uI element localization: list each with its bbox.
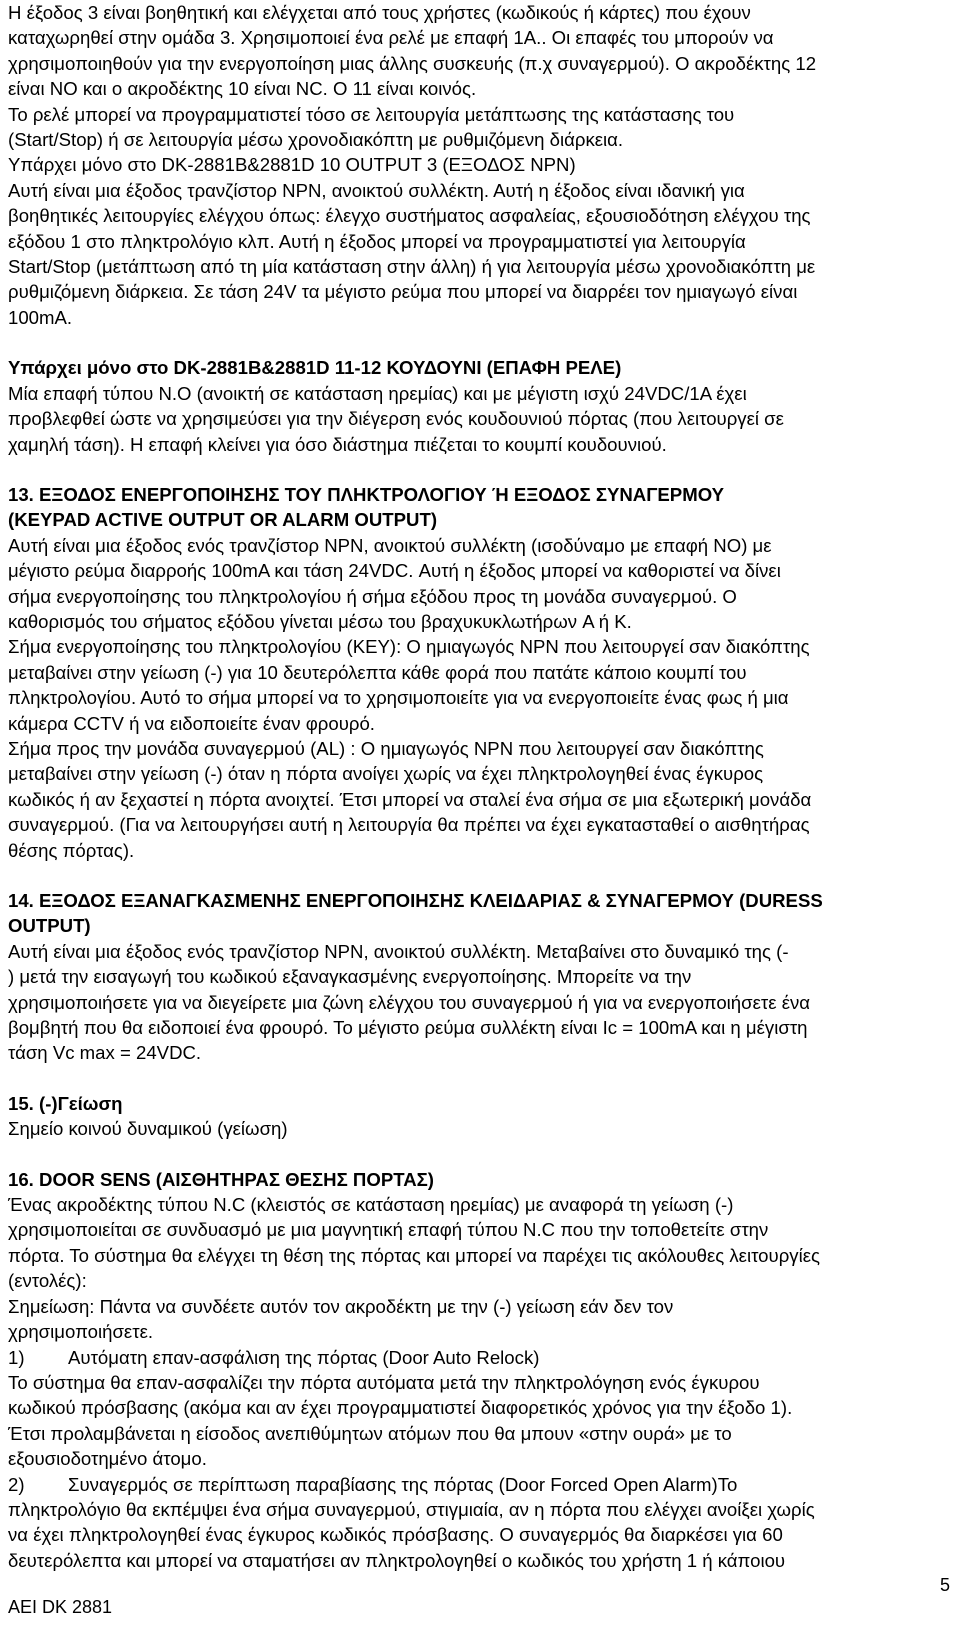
text-line: Σήμα προς την μονάδα συναγερμού (AL) : Ο ημιαγωγός NPN που λειτουργεί σαν διακόπτης (8, 737, 764, 759)
text-line: προβλεφθεί ώστε να χρησιμεύσει για την διέγερση ενός κουδουνιού πόρτας (που λειτουργεί σε (8, 408, 784, 430)
text-line: Υπάρχει μόνο στο DK-2881B&2881D 10 OUTPUT 3 (ΕΞΟΔΟΣ NPN) (8, 154, 576, 176)
section-14 (8, 888, 952, 1066)
text-line: καταχωρηθεί στην ομάδα 3. Χρησιμοποιεί ένα ρελέ με επαφή 1Α.. Οι επαφές του μπορούν να (8, 27, 774, 49)
document-page (8, 0, 952, 1573)
text-line: θέσης πόρτας). (8, 839, 135, 861)
section-13 (8, 482, 952, 863)
spacer (8, 1142, 952, 1167)
text-line: Μία επαφή τύπου N.O (ανοικτή σε κατάσταση ηρεμίας) και με μέγιστη ισχύ 24VDC/1A έχει (8, 382, 747, 404)
section-heading: 15. (-)Γείωση (8, 1092, 123, 1114)
spacer (8, 1066, 952, 1091)
spacer (8, 457, 952, 482)
text-line: μεταβαίνει στην γείωση (-) όταν η πόρτα ανοίγει χωρίς να έχει πληκτρολογηθεί ένας έγκυρος (8, 763, 764, 785)
text-line: χρησιμοποιείται σε συνδυασμό με μια μαγνητική επαφή τύπου N.C που την τοποθετείτε στην (8, 1219, 769, 1241)
list-number: 2) (8, 1473, 25, 1495)
text-line: μεταβαίνει στην γείωση (-) για 10 δευτερόλεπτα κάθε φορά που πατάτε κάποιο κουμπί του (8, 661, 747, 683)
section-15 (8, 1091, 952, 1142)
text-line: εξουσιοδοτημένο άτομο. (8, 1448, 207, 1470)
text-line: εξόδου 1 στο πληκτρολόγιο κλπ. Αυτή η έξοδος μπορεί να προγραμματιστεί για λειτουργία (8, 230, 746, 252)
section-heading: (KEYPAD ACTIVE OUTPUT OR ALARM OUTPUT) (8, 509, 438, 531)
text-line: Αυτή είναι μια έξοδος ενός τρανζίστορ NPN, ανοικτού συλλέκτη. Μεταβαίνει στο δυναμικό της (- (8, 940, 789, 962)
spacer (8, 863, 952, 888)
text-line: βοηθητικές λειτουργίες ελέγχου όπως: έλεγχο συστήματος ασφαλείας, εξουσιοδότηση ελέγχου της (8, 205, 811, 227)
text-line: είναι NO και ο ακροδέκτης 10 είναι NC. O 11 είναι κοινός. (8, 78, 477, 100)
text-line: κωδικός ή αν ξεχαστεί η πόρτα ανοιχτεί. Έτσι μπορεί να σταλεί ένα σήμα σε μια εξωτερική μονάδα (8, 788, 812, 810)
text-line: Το ρελέ μπορεί να προγραμματιστεί τόσο σε λειτουργία μετάπτωσης της κατάστασης του (8, 103, 735, 125)
text-line: σήμα ενεργοποίησης του πληκτρολογίου ή σήμα εξόδου προς τη μονάδα συναγερμού. Ο (8, 585, 737, 607)
list-item-title: Συναγερμός σε περίπτωση παραβίασης της πόρτας (Door Forced Open Alarm)Το (68, 1473, 738, 1495)
text-line: κάμερα CCTV ή να ειδοποιείτε έναν φρουρό. (8, 712, 375, 734)
text-line: ) μετά την εισαγωγή του κωδικού εξαναγκασμένης ενεργοποίησης. Μπορείτε να την (8, 966, 692, 988)
text-line: πόρτα. Το σύστημα θα ελέγχει τη θέση της πόρτας και μπορεί να παρέχει τις ακόλουθες λειτουργίες (8, 1244, 820, 1266)
text-line: πληκτρολογίου. Αυτό το σήμα μπορεί να το χρησιμοποιείτε για να ενεργοποιείτε ένας φως ή μια (8, 687, 789, 709)
text-line: χρησιμοποιήσετε. (8, 1321, 154, 1343)
text-line: (εντολές): (8, 1270, 87, 1292)
spacer (8, 330, 952, 355)
section-heading: OUTPUT) (8, 915, 91, 937)
section-12-continuation (8, 0, 952, 330)
list-item (8, 1472, 952, 1497)
footer-doc-label: AEI DK 2881 (8, 1597, 113, 1617)
text-line: ρυθμιζόμενη διάρκεια. Σε τάση 24V τα μέγιστο ρεύμα που μπορεί να διαρρέει τον ημιαγωγό είναι (8, 281, 798, 303)
section-16 (8, 1167, 952, 1574)
section-heading: 16. DOOR SENS (ΑΙΣΘΗΤΗΡΑΣ ΘΕΣΗΣ ΠΟΡΤΑΣ) (8, 1168, 434, 1190)
text-line: χαμηλή τάση). Η επαφή κλείνει για όσο διάστημα πιέζεται το κουμπί κουδουνιού. (8, 433, 667, 455)
text-line: χρησιμοποιήσετε για να διεγείρετε μια ζώνη ελέγχου του συναγερμού ή για να ενεργοποιήσετε ένα (8, 991, 811, 1013)
text-line: πληκτρολόγιο θα εκπέμψει ένα σήμα συναγερμού, στιγμιαία, αν η πόρτα που ελέγχει ανοίξει χωρίς (8, 1498, 815, 1520)
text-line: καθορισμός του σήματος εξόδου γίνεται μέσω του βραχυκυκλωτήρων A ή K. (8, 610, 632, 632)
text-line: Το σύστημα θα επαν-ασφαλίζει την πόρτα αυτόματα μετά την πληκτρολόγηση ενός έγκυρου (8, 1371, 760, 1393)
text-line: μέγιστο ρεύμα διαρροής 100mA και τάση 24VDC. Αυτή η έξοδος μπορεί να καθοριστεί να δίνει (8, 560, 781, 582)
list-item-title: Αυτόματη επαν-ασφάλιση της πόρτας (Door Auto Relock) (68, 1346, 540, 1368)
text-line: Σημείωση: Πάντα να συνδέετε αυτόν τον ακροδέκτη με την (-) γείωση εάν δεν τον (8, 1295, 674, 1317)
section-heading: 13. ΕΞΟΔΟΣ ΕΝΕΡΓΟΠΟΙΗΣΗΣ ΤΟΥ ΠΛΗΚΤΡΟΛΟΓΙΟΥ Ή ΕΞΟΔΟΣ ΣΥΝΑΓΕΡΜΟΥ (8, 483, 725, 505)
text-line: χρησιμοποιηθούν για την ενεργοποίηση μιας άλλης συσκευής (π.χ συναγερμού). Ο ακροδέκτης 12 (8, 52, 817, 74)
text-line: Αυτή είναι μια έξοδος τρανζίστορ NPN, ανοικτού συλλέκτη. Αυτή η έξοδος είναι ιδανική για (8, 179, 745, 201)
text-line: Start/Stop (μετάπτωση από τη μία κατάσταση στην άλλη) ή για λειτουργία μέσω χρονοδιακόπτη με (8, 256, 816, 278)
text-line: να έχει πληκτρολογηθεί ένας έγκυρος κωδικός πρόσβασης. Ο συναγερμός θα διαρκέσει για 60 (8, 1524, 783, 1546)
text-line: 100mA. (8, 306, 73, 328)
text-line: κωδικού πρόσβασης (ακόμα και αν έχει προγραμματιστεί διαφορετικός χρόνος για την έξοδο 1). (8, 1397, 793, 1419)
text-line: Έτσι προλαμβάνεται η είσοδος ανεπιθύμητων ατόμων που θα μπουν «στην ουρά» με το (8, 1422, 732, 1444)
list-number: 1) (8, 1346, 25, 1368)
section-heading: 14. ΕΞΟΔΟΣ ΕΞΑΝΑΓΚΑΣΜΕΝΗΣ ΕΝΕΡΓΟΠΟΙΗΣΗΣ ΚΛΕΙΔΑΡΙΑΣ & ΣΥΝΑΓΕΡΜΟΥ (DURESS (8, 890, 823, 911)
page-number: 5 (939, 1575, 950, 1595)
text-line: Ένας ακροδέκτης τύπου N.C (κλειστός σε κατάσταση ηρεμίας) με αναφορά τη γείωση (-) (8, 1194, 734, 1216)
text-line: Η έξοδος 3 είναι βοηθητική και ελέγχεται από τους χρήστες (κωδικούς ή κάρτες) που έχουν (8, 2, 751, 23)
text-line: τάση Vc max = 24VDC. (8, 1042, 202, 1064)
text-line: (Start/Stop) ή σε λειτουργία μέσω χρονοδιακόπτη με ρυθμιζόμενη διάρκεια. (8, 129, 624, 151)
text-line: Αυτή είναι μια έξοδος ενός τρανζίστορ NPN, ανοικτού συλλέκτη (ισοδύναμο με επαφή ΝΟ) με (8, 534, 772, 556)
text-line: συναγερμού. (Για να λειτουργήσει αυτή η λειτουργία θα πρέπει να έχει εγκατασταθεί ο αισθητήρας (8, 814, 810, 836)
list-item (8, 1345, 952, 1370)
section-heading: Υπάρχει μόνο στο DK-2881B&2881D 11-12 ΚΟΥΔΟΥΝΙ (ΕΠΑΦΗ ΡΕΛΕ) (8, 357, 622, 379)
text-line: Σημείο κοινού δυναμικού (γείωση) (8, 1118, 288, 1140)
bell-section (8, 355, 952, 457)
text-line: δευτερόλεπτα και μπορεί να σταματήσει αν πληκτρολογηθεί ο κωδικός του χρήστη 1 ή κάποιου (8, 1549, 786, 1571)
text-line: Σήμα ενεργοποίησης του πληκτρολογίου (KEY): Ο ημιαγωγός NPN που λειτουργεί σαν διακόπτης (8, 636, 810, 658)
text-line: βομβητή που θα ειδοποιεί ένα φρουρό. Το μέγιστο ρεύμα συλλέκτη είναι Ic = 100mA και η μέγιστη (8, 1017, 808, 1039)
